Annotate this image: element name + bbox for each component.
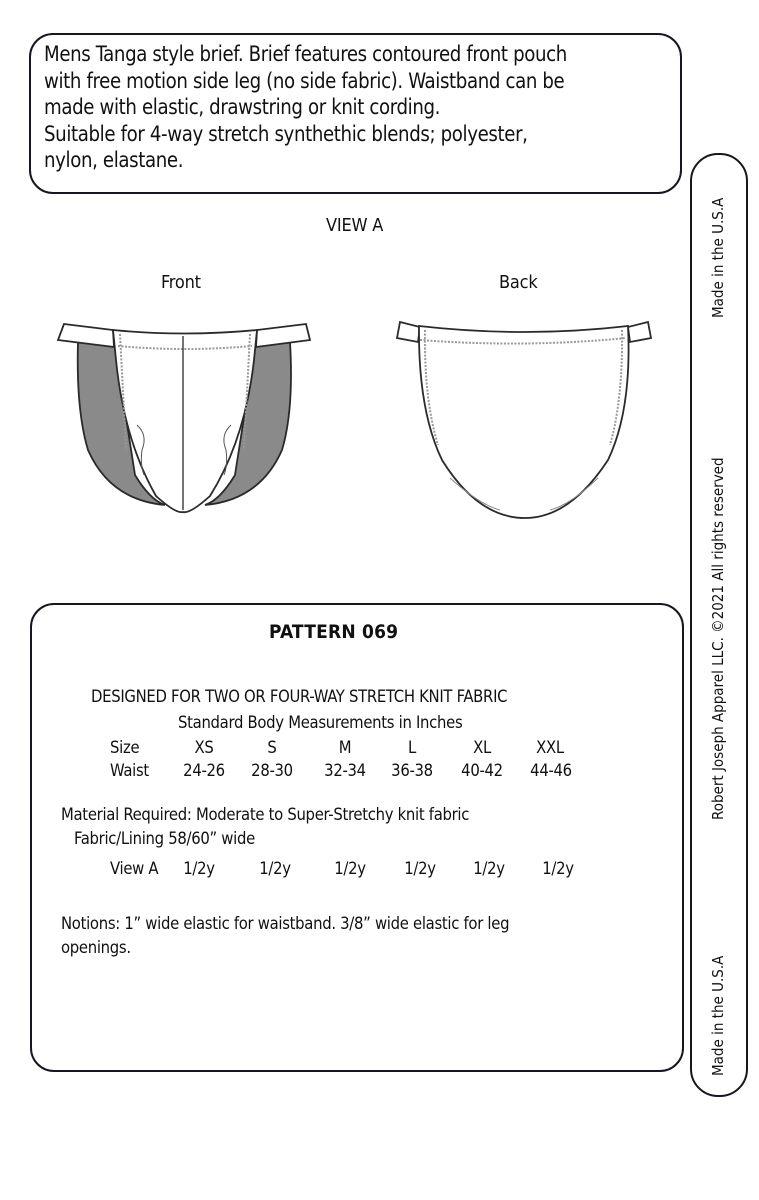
waist-cell: 24-26 <box>183 761 225 780</box>
measurement-note: Standard Body Measurements in Inches <box>178 713 463 732</box>
waist-label: Waist <box>110 761 149 780</box>
made-in-usa-bottom: Made in the U.S.A <box>709 955 727 1076</box>
size-cell: XL <box>473 738 491 757</box>
waist-cell: 40-42 <box>461 761 503 780</box>
size-cell: XS <box>194 738 214 757</box>
waist-cell: 44-46 <box>530 761 572 780</box>
size-cell: XXL <box>536 738 564 757</box>
description-text <box>44 42 646 175</box>
description-line: Suitable for 4-way stretch synthethic blends; polyester, <box>44 121 528 147</box>
yardage-cell: 1/2y <box>404 859 436 878</box>
fabric-note: DESIGNED FOR TWO OR FOUR-WAY STRETCH KNIT FABRIC <box>91 687 508 706</box>
size-cell: M <box>338 738 352 757</box>
back-view-illustration <box>380 300 670 530</box>
description-line: Mens Tanga style brief. Brief features contoured front pouch <box>44 42 567 67</box>
description-line: nylon, elastane. <box>44 148 184 173</box>
view-a-yardage-row <box>0 859 700 881</box>
yardage-cell: 1/2y <box>259 859 291 878</box>
yardage-cell: 1/2y <box>542 859 574 878</box>
copyright-text: Robert Joseph Apparel LLC. ©2021 All rights reserved <box>709 457 727 820</box>
notions-line-2: openings. <box>61 938 131 957</box>
pattern-title: PATTERN 069 <box>269 621 399 643</box>
front-view-illustration <box>40 300 340 530</box>
description-line: made with elastic, drawstring or knit cording. <box>44 95 441 120</box>
material-required: Material Required: Moderate to Super-Stretchy knit fabric <box>61 805 470 824</box>
yardage-cell: 1/2y <box>183 859 215 878</box>
size-row <box>0 738 700 760</box>
yardage-cell: 1/2y <box>473 859 505 878</box>
view-a-label: View A <box>110 859 159 878</box>
waist-cell: 32-34 <box>324 761 366 780</box>
size-label: Size <box>110 738 140 757</box>
view-title: VIEW A <box>326 215 384 236</box>
description-line: with free motion side leg (no side fabric). Waistband can be <box>44 68 565 94</box>
made-in-usa-top: Made in the U.S.A <box>709 197 727 318</box>
size-cell: S <box>267 738 277 757</box>
fabric-lining: Fabric/Lining 58/60” wide <box>74 829 255 848</box>
waist-cell: 36-38 <box>391 761 433 780</box>
waist-row <box>0 761 700 783</box>
size-cell: L <box>408 738 416 757</box>
front-label: Front <box>161 272 201 293</box>
back-label: Back <box>499 272 538 293</box>
notions-line-1: Notions: 1” wide elastic for waistband. 3/8” wide elastic for leg <box>61 914 510 933</box>
waist-cell: 28-30 <box>251 761 293 780</box>
yardage-cell: 1/2y <box>334 859 366 878</box>
